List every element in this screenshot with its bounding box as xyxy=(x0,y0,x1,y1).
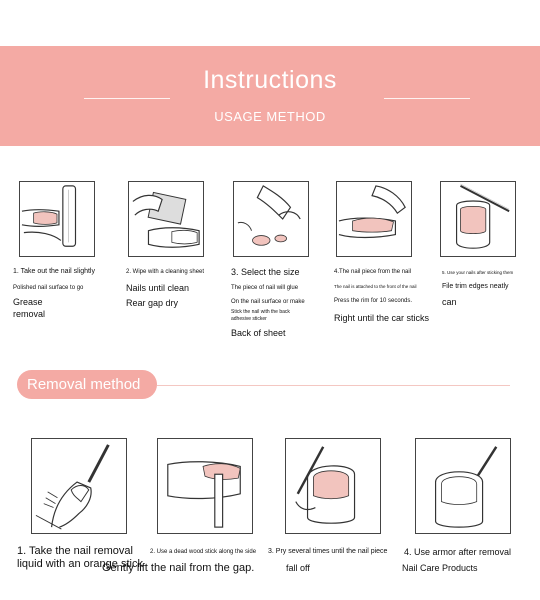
removal-title: Removal method xyxy=(27,376,141,393)
page-subtitle: USAGE METHOD xyxy=(214,109,326,124)
trim-edge-icon xyxy=(441,182,515,256)
removal-2-title: 2. Use a dead wood stick along the side xyxy=(150,549,257,555)
step-3-title: 3. Select the size xyxy=(231,267,300,277)
header-banner xyxy=(0,46,540,146)
step-3-text-3: Stick the nail with the back xyxy=(231,309,290,315)
removal-divider xyxy=(157,385,510,386)
select-size-icon xyxy=(234,182,308,256)
step-4-title: 4.The nail piece from the nail xyxy=(334,269,412,275)
removal-2-text: Gently lift the nail from the gap. xyxy=(102,562,255,574)
step-1-illustration xyxy=(19,181,95,257)
divider-left xyxy=(84,98,170,99)
step-4-text-3: Right until the car sticks xyxy=(334,313,430,323)
step-5-text: File trim edges neatly xyxy=(442,283,509,290)
orange-stick-icon xyxy=(32,439,126,533)
wood-stick-icon xyxy=(158,439,252,533)
step-1-text-2: Grease xyxy=(13,297,43,307)
removal-2-illustration xyxy=(157,438,253,534)
step-5-title: 5. Use your nails after sticking them xyxy=(442,270,514,275)
pry-nail-icon xyxy=(286,439,380,533)
step-3-text-4: adhesive sticker xyxy=(231,316,267,322)
step-5-illustration xyxy=(440,181,516,257)
removal-1-illustration xyxy=(31,438,127,534)
step-2-text: Nails until clean xyxy=(126,283,190,293)
step-3-text: The piece of nail will glue xyxy=(231,285,299,291)
nail-care-icon xyxy=(416,439,510,533)
step-1-text: Polished nail surface to go xyxy=(13,285,84,291)
press-nail-icon xyxy=(337,182,411,256)
step-3-text-2: On the nail surface or make xyxy=(231,299,305,305)
divider-right xyxy=(384,98,470,99)
removal-3-text: fall off xyxy=(286,563,310,573)
step-5-text-2: can xyxy=(442,297,457,307)
step-4-illustration xyxy=(336,181,412,257)
step-2-text-2: Rear gap dry xyxy=(126,298,179,308)
step-4-text-2: Press the rim for 10 seconds. xyxy=(334,298,413,304)
removal-1-title: 1. Take the nail removal xyxy=(17,545,133,557)
step-2-illustration xyxy=(128,181,204,257)
step-3-text-5: Back of sheet xyxy=(231,328,286,338)
nail-file-icon xyxy=(20,182,94,256)
removal-3-title: 3. Pry several times until the nail piece xyxy=(268,548,388,555)
removal-4-text: Nail Care Products xyxy=(402,563,478,573)
step-4-text: The nail is attached to the front of the nail xyxy=(334,284,417,289)
step-2-title: 2. Wipe with a cleaning sheet xyxy=(126,269,205,275)
step-1-title: 1. Take out the nail slightly xyxy=(13,268,95,275)
removal-1-text: liquid with an orange stick xyxy=(17,558,143,570)
removal-4-illustration xyxy=(415,438,511,534)
step-3-illustration xyxy=(233,181,309,257)
removal-3-illustration xyxy=(285,438,381,534)
cleaning-sheet-icon xyxy=(129,182,203,256)
removal-4-title: 4. Use armor after removal xyxy=(404,547,512,557)
page-title: Instructions xyxy=(203,66,337,94)
step-1-text-3: removal xyxy=(13,309,46,319)
